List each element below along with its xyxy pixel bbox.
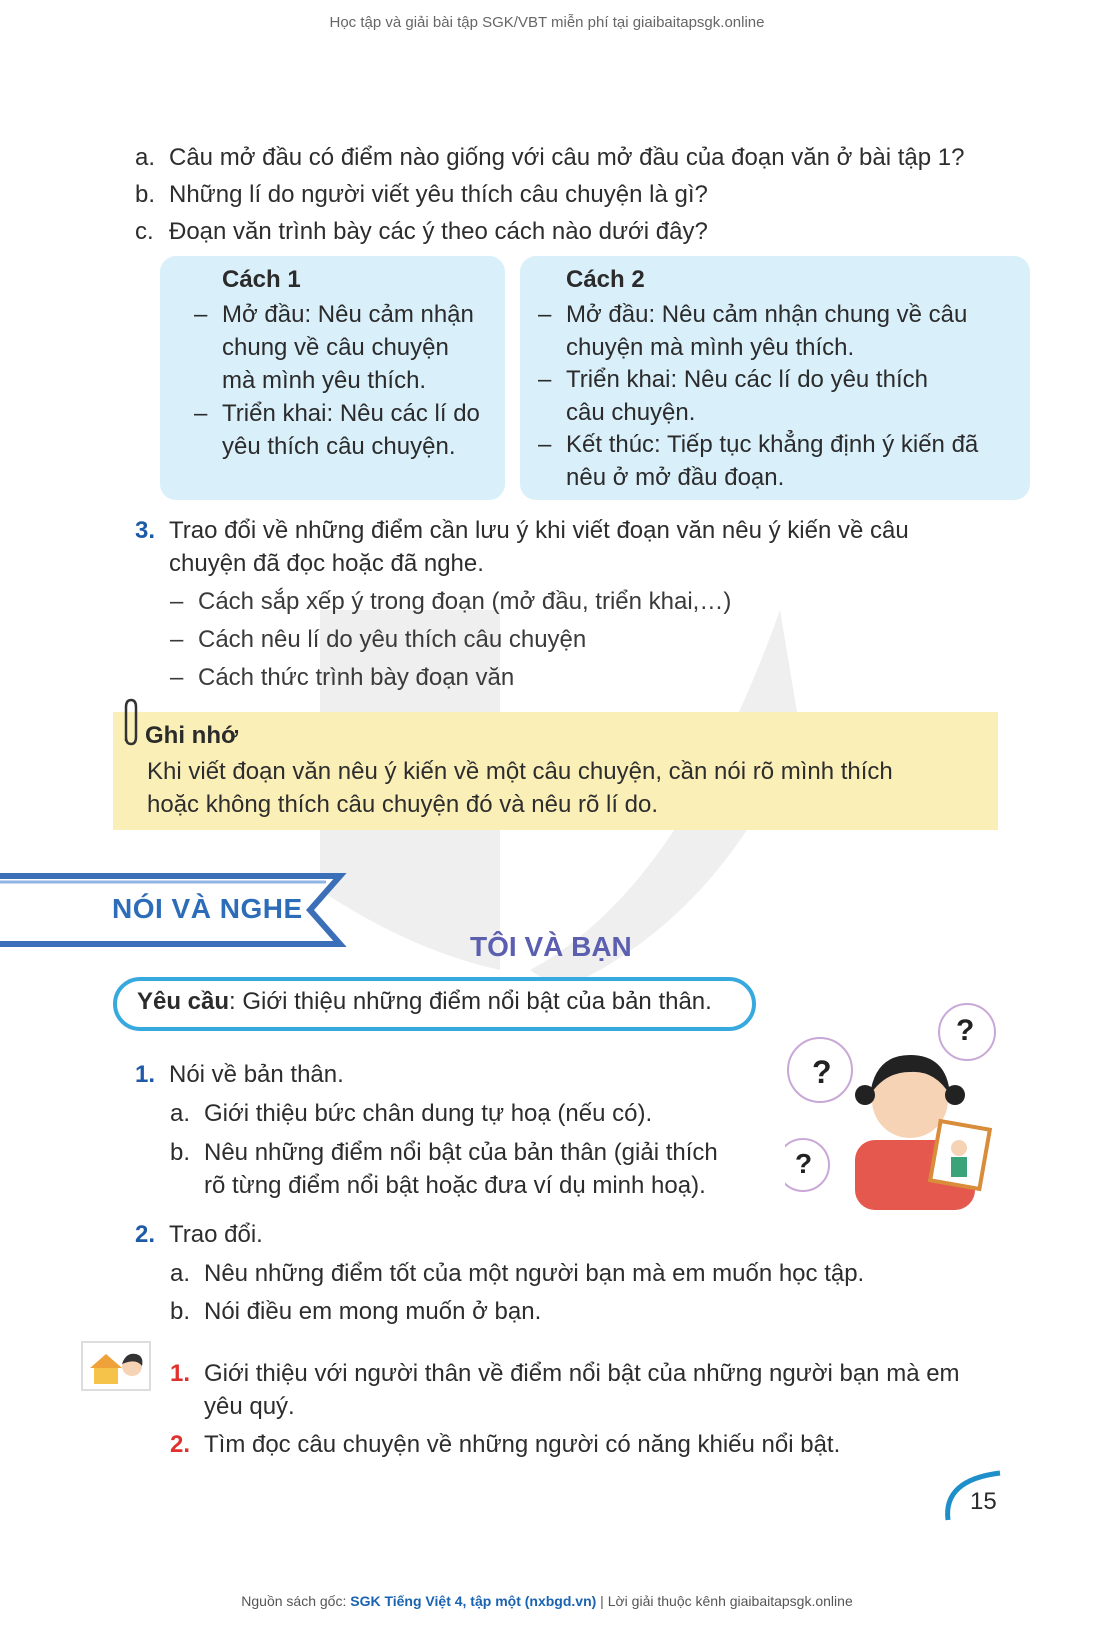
speak-item: 2. Trao đổi. <box>135 1221 263 1248</box>
home-activity-item: 1. Giới thiệu với người thân về điểm nổi bật của những người bạn mà em yêu quý. <box>170 1360 960 1420</box>
question-label: b. <box>135 181 156 208</box>
exercise-3: 3. Trao đổi về những điểm cần lưu ý khi viết đoạn văn nêu ý kiến về câu chuyện đã đọc hoặc đã nghe. <box>135 514 1015 580</box>
question-b <box>135 178 708 211</box>
method-2-item: – Kết thúc: Tiếp tục khẳng định ý kiến đã nêu ở mở đầu đoạn. <box>538 431 979 491</box>
exercise-3-subitem: – Cách sắp xếp ý trong đoạn (mở đầu, triển khai,…) <box>170 588 732 615</box>
speak-subitem: a. Nêu những điểm tốt của một người bạn mà em muốn học tập. <box>170 1260 865 1287</box>
exercise-number: 3. <box>135 517 156 544</box>
footer-note: Nguồn sách gốc: SGK Tiếng Việt 4, tập một (nxbgd.vn) | Lời giải thuộc kênh giaibaitapsgk.online <box>241 1593 853 1609</box>
method-1-item: – Triển khai: Nêu các lí do yêu thích câu chuyện. <box>194 400 480 460</box>
paperclip-icon <box>120 697 140 747</box>
speak-subitem: b. Nói điều em mong muốn ở bạn. <box>170 1298 542 1325</box>
lesson-title: TÔI VÀ BẠN <box>470 931 632 962</box>
home-activity-item: 2. Tìm đọc câu chuyện về những người có năng khiếu nổi bật. <box>170 1431 841 1458</box>
home-activity-icon <box>80 1340 152 1392</box>
question-mark-icon: ? <box>812 1054 832 1090</box>
question-text: Những lí do người viết yêu thích câu chuyện là gì? <box>169 181 708 208</box>
page-number: 15 <box>970 1488 997 1515</box>
method-1-title: Cách 1 <box>222 266 301 293</box>
exercise-3-subitem: – Cách nêu lí do yêu thích câu chuyện <box>170 626 587 653</box>
requirement-text: Yêu cầu: Giới thiệu những điểm nổi bật của bản thân. <box>137 988 712 1015</box>
question-mark-icon: ? <box>956 1014 975 1047</box>
speak-subitem: a. Giới thiệu bức chân dung tự hoạ (nếu có). <box>170 1100 653 1127</box>
question-label: c. <box>135 218 154 245</box>
note-line: Khi viết đoạn văn nêu ý kiến về một câu chuyện, cần nói rõ mình thích <box>147 758 893 785</box>
method-1-item: – Mở đầu: Nêu cảm nhận chung về câu chuyện mà mình yêu thích. <box>194 301 474 394</box>
exercise-3-subitem: – Cách thức trình bày đoạn văn <box>170 664 515 691</box>
question-text: Câu mở đầu có điểm nào giống với câu mở đầu của đoạn văn ở bài tập 1? <box>169 144 965 171</box>
method-2-item: – Mở đầu: Nêu cảm nhận chung về câu chuyện mà mình yêu thích. <box>538 301 968 361</box>
question-c <box>135 215 708 248</box>
question-label: a. <box>135 144 156 171</box>
question-text: Đoạn văn trình bày các ý theo cách nào dưới đây? <box>169 218 708 245</box>
speak-subitem: b. Nêu những điểm nổi bật của bản thân (giải thích rõ từng điểm nổi bật hoặc đưa ví dụ minh hoạ). <box>170 1139 718 1199</box>
header-note: Học tập và giải bài tập SGK/VBT miễn phí tại giaibaitapsgk.online <box>329 14 765 31</box>
note-line: hoặc không thích câu chuyện đó và nêu rõ lí do. <box>147 791 659 818</box>
question-mark-icon: ? <box>795 1148 813 1179</box>
speak-item: 1. Nói về bản thân. <box>135 1061 344 1088</box>
question-a <box>135 141 964 174</box>
note-title: Ghi nhớ <box>145 722 239 749</box>
method-2-title: Cách 2 <box>566 266 645 293</box>
section-label: NÓI VÀ NGHE <box>112 893 303 924</box>
method-2-item: – Triển khai: Nêu các lí do yêu thích câu chuyện. <box>538 366 928 426</box>
